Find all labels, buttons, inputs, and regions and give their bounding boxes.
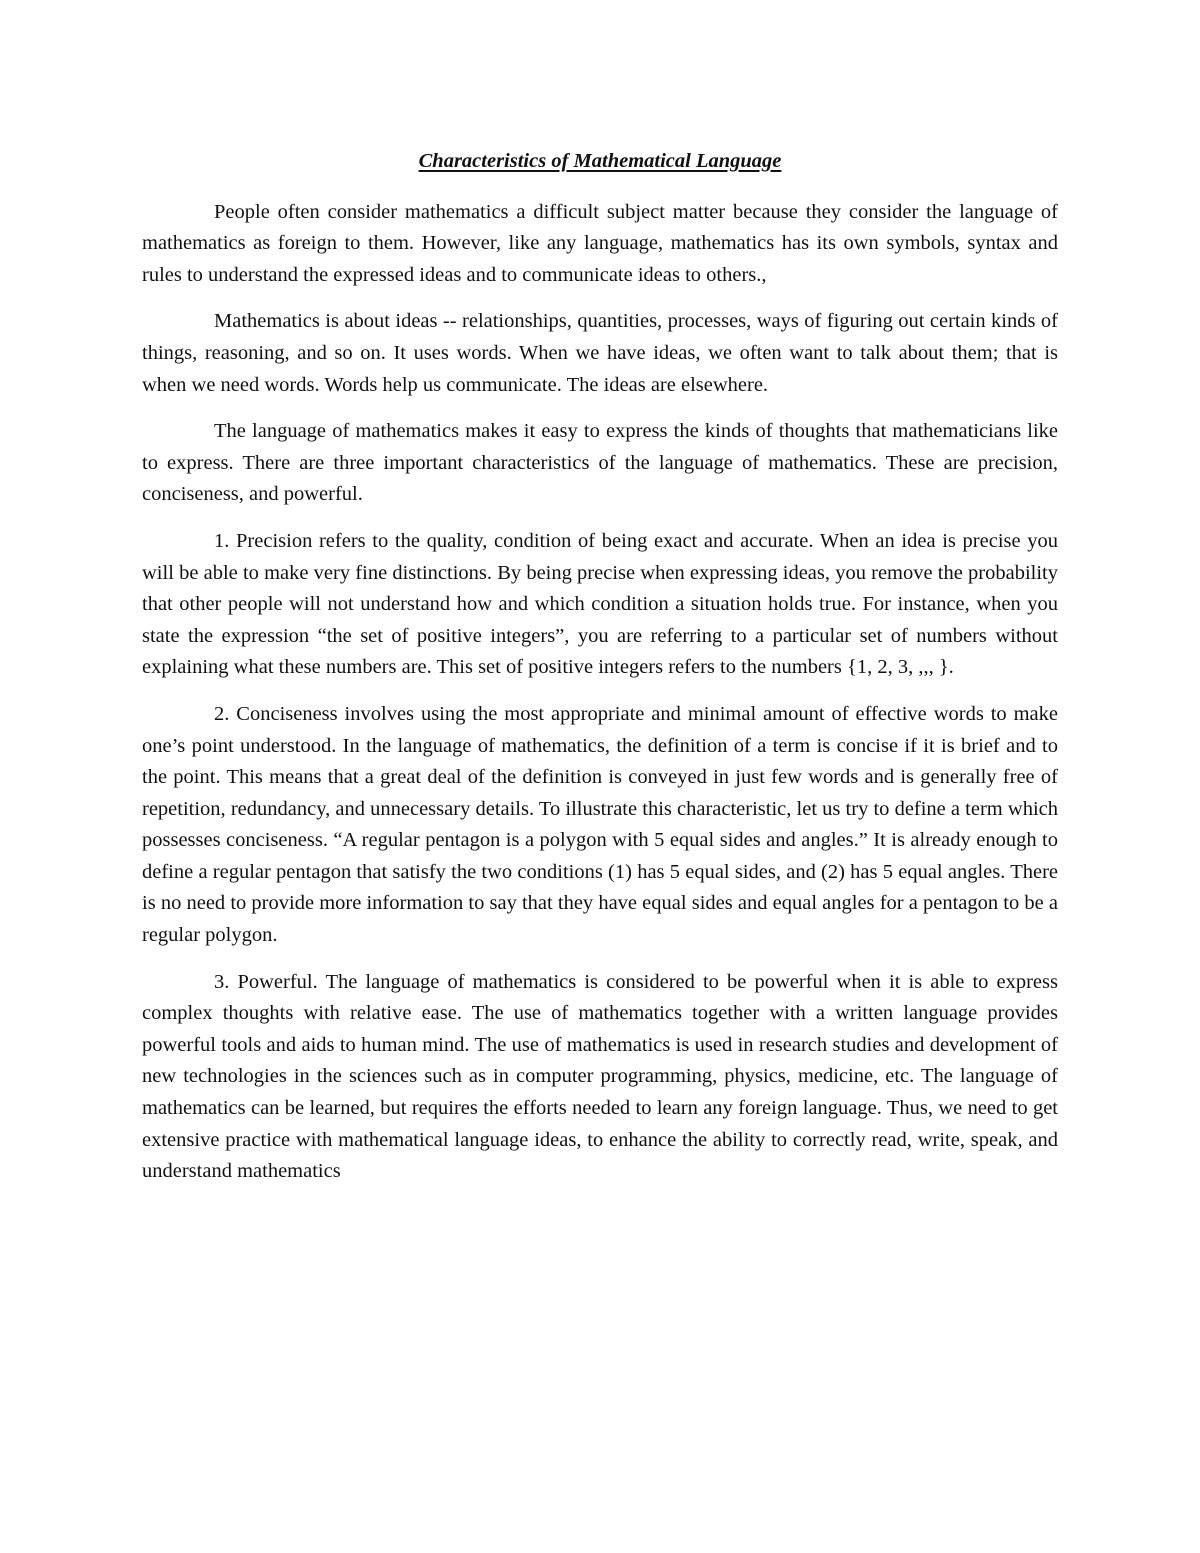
paragraph-precision: 1. Precision refers to the quality, condition of being exact and accurate. When an idea is precise you will be able to make very fine distinctions. By being precise when expressing ideas, you remove the probability that other people will not understand how and which condition a situation holds true. For instance, when you state the expression “the set of positive integers”, you are referring to a particular set of numbers without explaining what these numbers are. This set of positive integers refers to the numbers {1, 2, 3, ,,, }. [142, 529, 1058, 679]
paragraph-intro: People often consider mathematics a difficult subject matter because they consider the language of mathematics as foreign to them. However, like any language, mathematics has its own symbols, syntax and rules to understand the expressed ideas and to communicate ideas to others., [142, 200, 1058, 286]
paragraph-ideas: Mathematics is about ideas -- relationships, quantities, processes, ways of figuring out certain kinds of things, reasoning, and so on. It uses words. When we have ideas, we often want to talk about them; that is when we need words. Words help us communicate. The ideas are elsewhere. [142, 310, 1058, 396]
document-title: Characteristics of Mathematical Language [418, 150, 782, 172]
paragraph-conciseness: 2. Conciseness involves using the most appropriate and minimal amount of effective words to make one’s point understood. In the language of mathematics, the definition of a term is concise if it is brief and to the point. This means that a great deal of the definition is conveyed in just few words and is generally free of repetition, redundancy, and unnecessary details. To illustrate this characteristic, let us try to define a term which possesses conciseness. “A regular pentagon is a polygon with 5 equal sides and angles.” It is already enough to define a regular pentagon that satisfy the two conditions (1) has 5 equal sides, and (2) has 5 equal angles. There is no need to provide more information to say that they have equal sides and equal angles for a pentagon to be a regular polygon. [142, 702, 1058, 947]
paragraph-characteristics: The language of mathematics makes it easy to express the kinds of thoughts that mathematicians like to express. There are three important characteristics of the language of mathematics. These are precision, conciseness, and powerful. [142, 420, 1058, 506]
document-body [142, 146, 1058, 1188]
paragraph-powerful: 3. Powerful. The language of mathematics is considered to be powerful when it is able to express complex thoughts with relative ease. The use of mathematics together with a written language provides powerful tools and aids to human mind. The use of mathematics is used in research studies and development of new technologies in the sciences such as in computer programming, physics, medicine, etc. The language of mathematics can be learned, but requires the efforts needed to learn any foreign language. Thus, we need to get extensive practice with mathematical language ideas, to enhance the ability to correctly read, write, speak, and understand mathematics [142, 970, 1058, 1183]
